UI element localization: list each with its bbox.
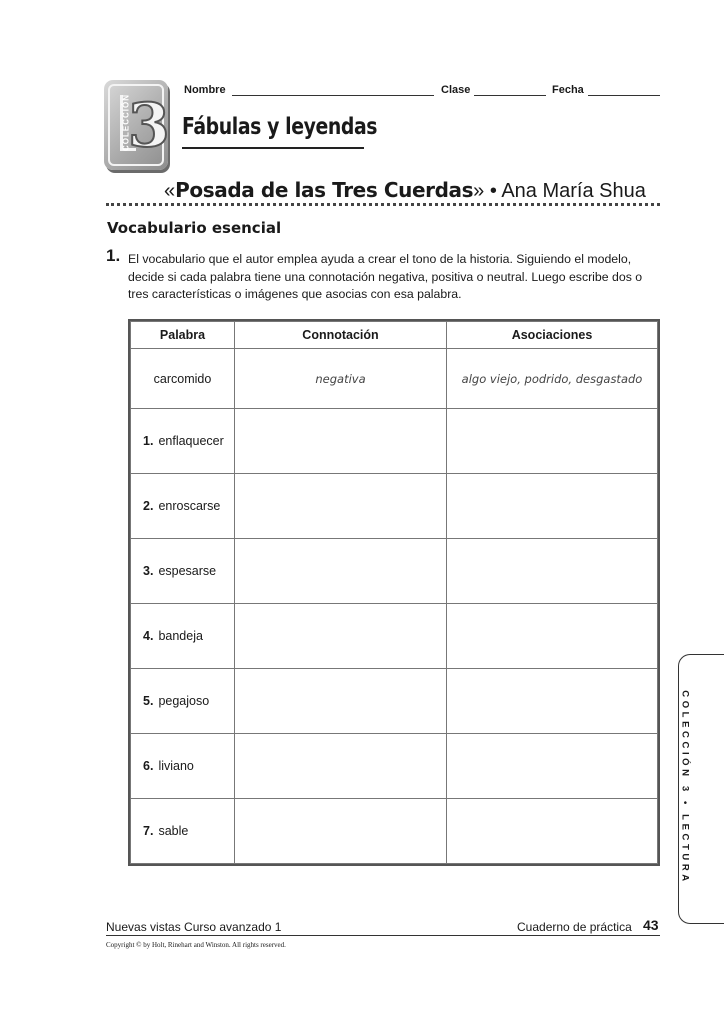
- collection-badge-word: COLECCIÓN: [121, 94, 131, 151]
- footer-rule: [106, 935, 660, 936]
- row-number: 1.: [143, 434, 154, 448]
- example-word: carcomido: [131, 349, 235, 409]
- connotation-answer-cell[interactable]: [235, 799, 447, 864]
- name-field-line[interactable]: [232, 95, 434, 96]
- table-row: [131, 799, 658, 864]
- page-number: 43: [643, 917, 659, 933]
- table-header-row: [131, 322, 658, 349]
- open-quote: «: [164, 180, 176, 202]
- row-number: 6.: [143, 759, 154, 773]
- connotation-answer-cell[interactable]: [235, 409, 447, 474]
- associations-answer-cell[interactable]: [447, 409, 658, 474]
- example-connotation: negativa: [235, 349, 447, 409]
- associations-answer-cell[interactable]: [447, 669, 658, 734]
- table-row: [131, 669, 658, 734]
- footer-book-title: Nuevas vistas Curso avanzado 1: [106, 920, 282, 934]
- footer-workbook-label: Cuaderno de práctica: [517, 920, 632, 934]
- vocabulary-table: [128, 319, 660, 866]
- side-tab-label: COLECCIÓN 3 • LECTURA: [679, 690, 691, 885]
- table-row: [131, 539, 658, 604]
- word-cell: [131, 409, 235, 474]
- row-word: sable: [158, 824, 189, 838]
- table-row: [131, 604, 658, 669]
- word-cell: [131, 734, 235, 799]
- date-field-line[interactable]: [588, 95, 660, 96]
- row-word: pegajoso: [158, 694, 210, 708]
- unit-title-rule: [182, 147, 364, 149]
- question-text: El vocabulario que el autor emplea ayuda a crear el tono de la historia. Siguiendo el modelo, decide si cada palabra tiene una connotación negativa, positiva o neutral. Luego escribe dos o tres características o imágenes que asocias con esa palabra.: [128, 252, 643, 301]
- word-cell: [131, 474, 235, 539]
- section-heading: Vocabulario esencial: [107, 219, 282, 237]
- question-number: 1.: [106, 246, 121, 265]
- word-cell: [131, 799, 235, 864]
- story-title: Posada de las Tres Cuerdas: [175, 178, 474, 202]
- row-number: 2.: [143, 499, 154, 513]
- close-quote: »: [473, 180, 485, 202]
- row-word: enroscarse: [158, 499, 221, 513]
- row-number: 5.: [143, 694, 154, 708]
- header-connotacion: Connotación: [235, 322, 447, 349]
- word-cell: [131, 669, 235, 734]
- name-label: Nombre: [184, 84, 226, 96]
- header-asociaciones: Asociaciones: [447, 322, 658, 349]
- header-palabra: Palabra: [131, 322, 235, 349]
- connotation-answer-cell[interactable]: [235, 474, 447, 539]
- class-label: Clase: [441, 84, 471, 96]
- associations-answer-cell[interactable]: [447, 604, 658, 669]
- row-number: 3.: [143, 564, 154, 578]
- connotation-answer-cell[interactable]: [235, 604, 447, 669]
- row-number: 7.: [143, 824, 154, 838]
- copyright-notice: Copyright © by Holt, Rinehart and Winston. All rights reserved.: [106, 941, 286, 949]
- unit-title: Fábulas y leyendas: [182, 114, 378, 140]
- title-bullet: •: [484, 180, 502, 202]
- collection-badge-number: 3: [128, 91, 170, 161]
- word-cell: [131, 539, 235, 604]
- class-field-line[interactable]: [474, 95, 546, 96]
- associations-answer-cell[interactable]: [447, 799, 658, 864]
- table-row-example: [131, 349, 658, 409]
- connotation-answer-cell[interactable]: [235, 669, 447, 734]
- example-associations: algo viejo, podrido, desgastado: [447, 349, 658, 409]
- story-author: Ana María Shua: [501, 180, 646, 202]
- associations-answer-cell[interactable]: [447, 474, 658, 539]
- associations-answer-cell[interactable]: [447, 539, 658, 604]
- row-word: espesarse: [158, 564, 217, 578]
- associations-answer-cell[interactable]: [447, 734, 658, 799]
- table-row: [131, 734, 658, 799]
- row-number: 4.: [143, 629, 154, 643]
- table-row: [131, 409, 658, 474]
- table-row: [131, 474, 658, 539]
- connotation-answer-cell[interactable]: [235, 539, 447, 604]
- date-label: Fecha: [552, 84, 584, 96]
- connotation-answer-cell[interactable]: [235, 734, 447, 799]
- row-word: liviano: [158, 759, 194, 773]
- story-title-line: [164, 178, 646, 203]
- row-word: enflaquecer: [158, 434, 224, 448]
- dotted-divider: [106, 203, 660, 206]
- row-word: bandeja: [158, 629, 203, 643]
- word-cell: [131, 604, 235, 669]
